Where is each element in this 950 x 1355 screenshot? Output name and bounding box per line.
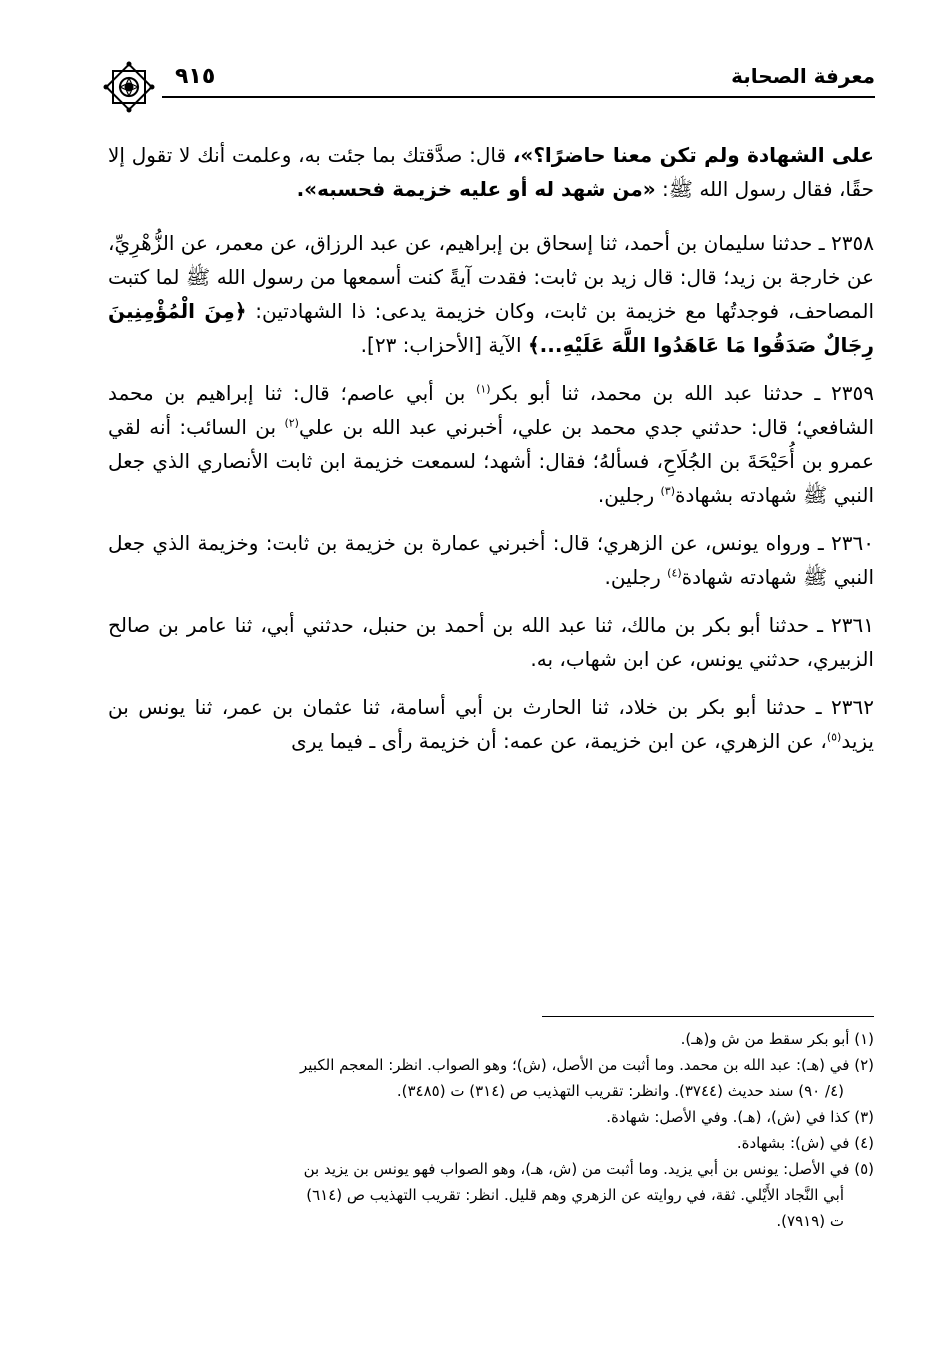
footnote-ref: (٤) bbox=[667, 566, 682, 580]
hadith-2359 bbox=[108, 376, 874, 512]
hadith-text: رجلين. bbox=[597, 483, 661, 507]
footnote-line: (٤/ ٩٠) سند حديث (٣٧٤٤). وانظر: تقريب التهذيب ص (٣١٤) ت (٣٤٨٥). bbox=[396, 1082, 844, 1100]
footnote-line: (١) أبو بكر سقط من ش و(هـ). bbox=[680, 1030, 874, 1048]
hadith-text: ٢٣٦١ ـ حدثنا أبو بكر بن مالك، ثنا عبد الله بن أحمد بن حنبل، حدثني أبي، ثنا عامر بن صالح الزبيري، حدثني يونس، عن ابن شهاب، به. bbox=[108, 613, 874, 671]
footnote-3 bbox=[108, 1104, 874, 1130]
intro-quote: «من شهد له أو عليه خزيمة فحسبه». bbox=[296, 177, 656, 201]
main-text bbox=[108, 138, 874, 772]
hadith-2361 bbox=[108, 608, 874, 676]
hadith-text: رجلين. bbox=[604, 565, 668, 589]
intro-bold: على الشهادة ولم تكن معنا حاضرًا؟»، bbox=[512, 143, 874, 167]
intro-plain: قال: صدَّقتك بما جئت به، وعلمت أنك لا تقول إلا حقًا، فقال رسول الله ﷺ: bbox=[108, 143, 874, 201]
hadith-text: بن أبي عاصم؛ قال: ثنا إبراهيم بن محمد الشافعي؛ قال: حدثني جدي محمد بن علي، أخبرني عبد الله بن علي bbox=[108, 381, 874, 439]
hadith-text: ، عن الزهري، عن ابن خزيمة، عن عمه: أن خزيمة رأى ـ فيما يرى bbox=[291, 729, 827, 753]
ornament-icon bbox=[100, 58, 158, 116]
footnote-line: (٣) كذا في (ش)، (هـ). وفي الأصل: شهادة. bbox=[606, 1108, 874, 1126]
footnote-4 bbox=[108, 1130, 874, 1156]
running-title: معرفة الصحابة bbox=[731, 64, 875, 88]
header-rule bbox=[162, 96, 875, 98]
footnote-ref: (٥) bbox=[826, 730, 842, 744]
hadith-text: ٢٣٥٩ ـ حدثنا عبد الله بن محمد، ثنا أبو بكر bbox=[490, 381, 874, 405]
page-header bbox=[100, 60, 875, 100]
hadith-text: الآية [الأحزاب: ٢٣]. bbox=[360, 333, 528, 357]
footnote-1 bbox=[108, 1026, 874, 1052]
quran-verse: ﴿مِنَ الْمُؤْمِنِينَ رِجَالٌ صَدَقُوا مَا عَاهَدُوا اللَّهَ عَلَيْهِ...﴾ bbox=[108, 299, 874, 357]
hadith-2362 bbox=[108, 690, 874, 758]
hadith-text: ٢٣٥٨ ـ حدثنا سليمان بن أحمد، ثنا إسحاق بن إبراهيم، عن عبد الرزاق، عن معمر، عن الزُّهْرِيِّ، عن خارجة بن زيد؛ قال: قال زيد بن ثابت: فقدت آيةً كنت أسمعها من رسول الله ﷺ لما كتبت المصاحف، فوجدتُها مع خزيمة بن ثابت، وكان خزيمة يدعى: ذا الشهادتين: bbox=[108, 231, 874, 323]
hadith-2358 bbox=[108, 226, 874, 362]
footnote-ref: (٢) bbox=[284, 416, 299, 430]
footnote-ref: (١) bbox=[476, 382, 491, 396]
footnote-separator bbox=[542, 1016, 874, 1017]
footnote-2 bbox=[108, 1052, 874, 1104]
footnote-line: (٤) في (ش): بشهادة. bbox=[736, 1134, 874, 1152]
page-number: ٩١٥ bbox=[175, 64, 216, 89]
footnote-line: أبي النَّجاد الأَيْلي. ثقة، في روايته عن الزهري وهم قليل. انظر: تقريب التهذيب ص (٦١٤) bbox=[306, 1186, 844, 1204]
footnote-ref: (٣) bbox=[660, 484, 675, 498]
intro-paragraph bbox=[108, 138, 874, 206]
hadith-2360 bbox=[108, 526, 874, 594]
hadith-text: ٢٣٦٢ ـ حدثنا أبو بكر بن خلاد، ثنا الحارث بن أبي أسامة، ثنا عثمان بن عمر، ثنا يونس بن يزيد bbox=[108, 695, 874, 753]
footnote-line: (٢) في (هـ): عبد الله بن محمد. وما أثبت من الأصل، (ش)؛ وهو الصواب. انظر: المعجم الكبير bbox=[300, 1056, 874, 1074]
hadith-text: بن السائب: أنه لقي عمرو بن أُحَيْحَةَ بن الجُلَاحِ، فسألهُ؛ فقال: أشهد؛ لسمعت خزيمة ابن ثابت الأنصاري الذي جعل النبي ﷺ شهادته بشهادة bbox=[108, 415, 874, 507]
hadith-text: ٢٣٦٠ ـ ورواه يونس، عن الزهري؛ قال: أخبرني عمارة بن خزيمة بن ثابت: وخزيمة الذي جعل النبي ﷺ شهادته شهادة bbox=[108, 531, 874, 589]
footnote-line: (٥) في الأصل: يونس بن أبي يزيد. وما أثبت من (ش، هـ)، وهو الصواب فهو يونس بن يزيد بن bbox=[303, 1160, 874, 1178]
footnote-line: ت (٧٩١٩). bbox=[776, 1212, 844, 1230]
footnotes bbox=[108, 1026, 874, 1234]
footnote-5 bbox=[108, 1156, 874, 1234]
